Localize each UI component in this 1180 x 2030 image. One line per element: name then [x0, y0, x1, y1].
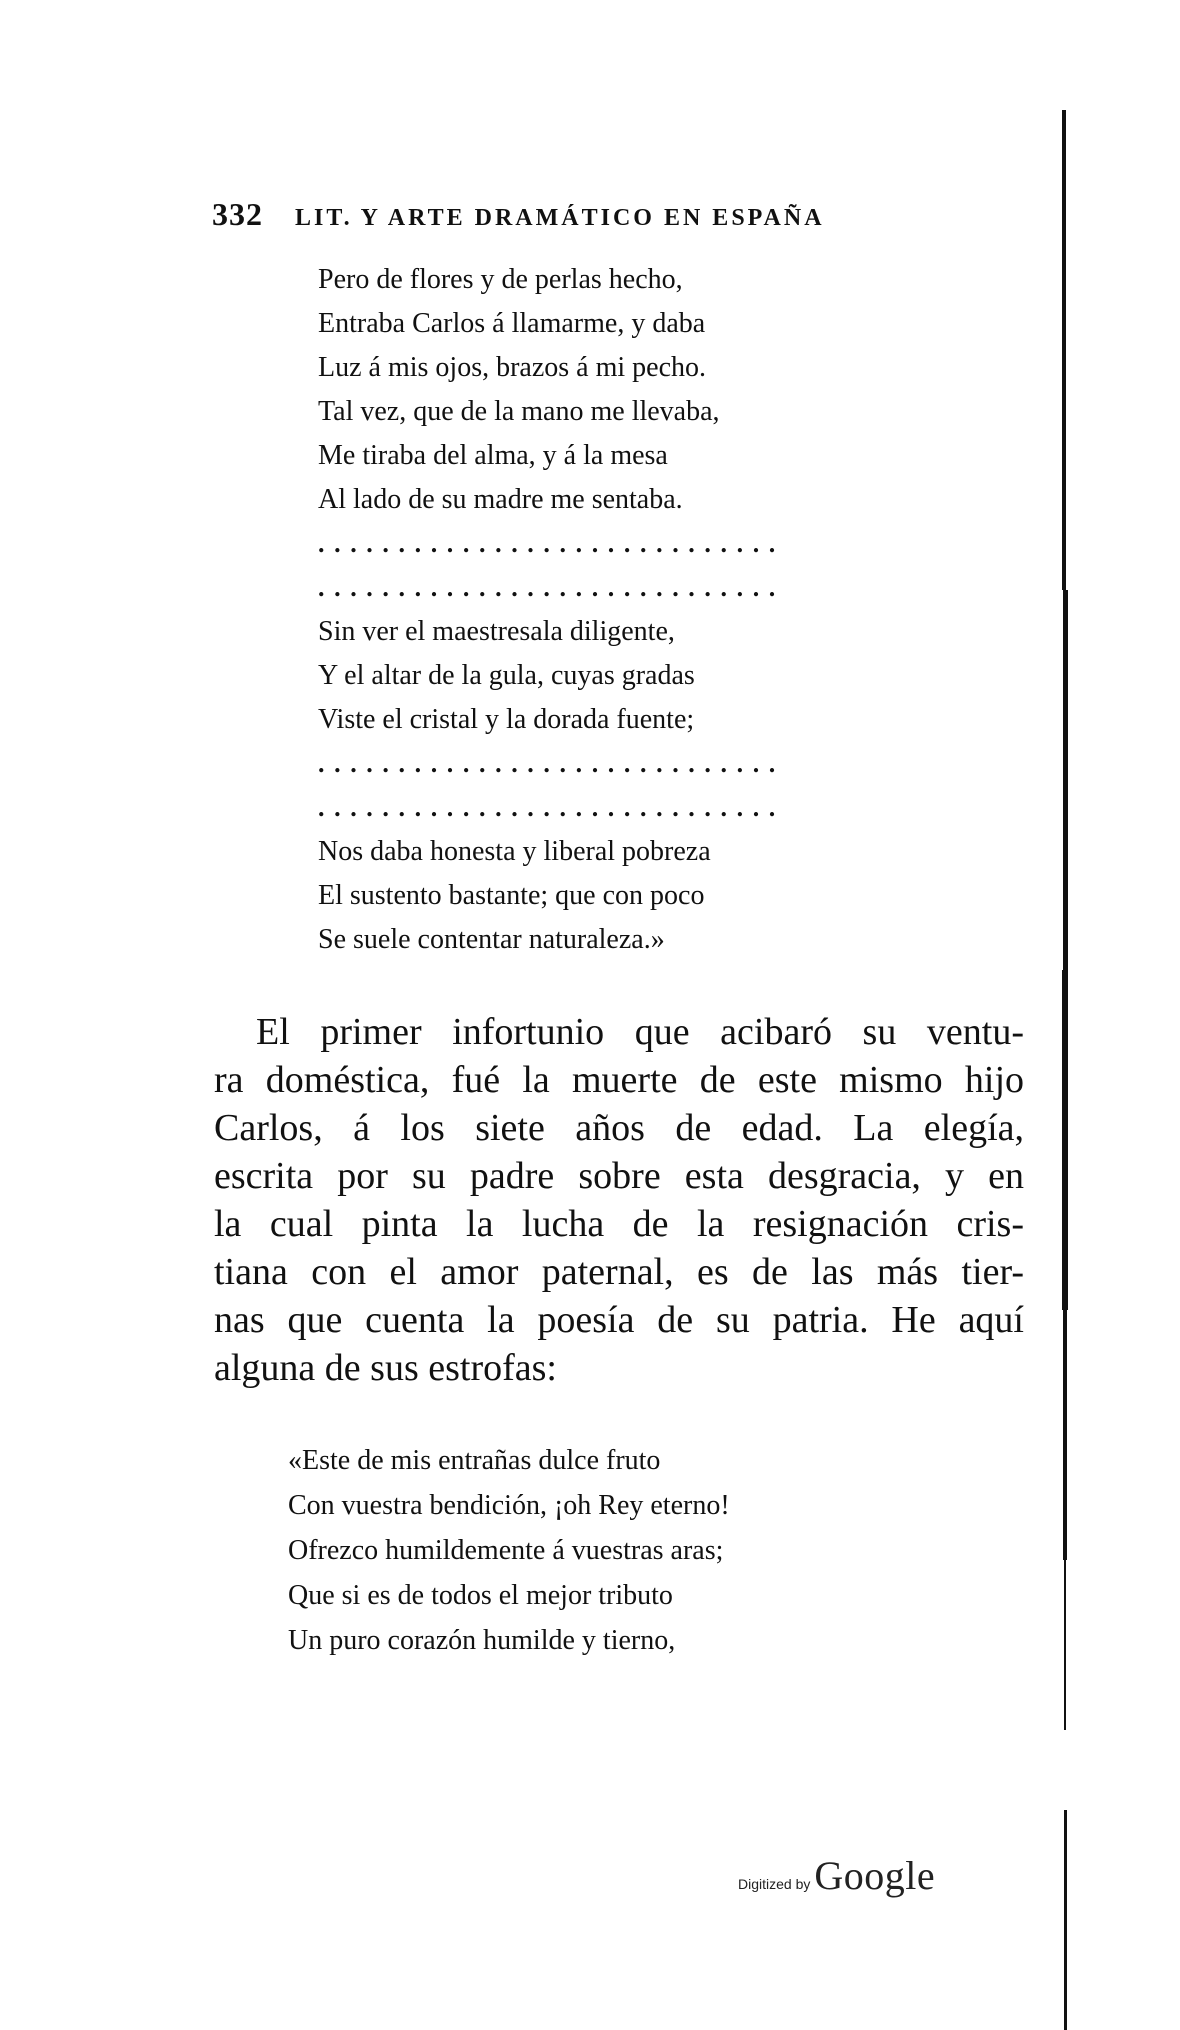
scan-edge-segment	[1063, 590, 1068, 970]
verse-line: Ofrezco humildemente á vuestras aras;	[288, 1535, 724, 1566]
prose-line: escrita por su padre sobre esta desgracia, y en	[214, 1155, 1024, 1197]
verse-line: Tal vez, que de la mano me llevaba,	[318, 396, 720, 427]
verse-line: Sin ver el maestresala diligente,	[318, 616, 675, 647]
ellipsis-line: .............................	[318, 529, 785, 558]
running-title: LIT. Y ARTE DRAMÁTICO EN ESPAÑA	[295, 205, 825, 231]
scan-edge-segment	[1064, 1810, 1067, 2030]
verse-line: Al lado de su madre me sentaba.	[318, 484, 683, 515]
verse-line: El sustento bastante; que con poco	[318, 880, 705, 911]
verse-block-3	[318, 830, 711, 962]
verse-line: Un puro corazón humilde y tierno,	[288, 1625, 676, 1656]
verse-line: Que si es de todos el mejor tributo	[288, 1580, 673, 1611]
ellipsis-line: .............................	[318, 793, 785, 822]
prose-line: Carlos, á los siete años de edad. La elegía,	[214, 1107, 1024, 1149]
verse-line: Pero de flores y de perlas hecho,	[318, 264, 683, 295]
scan-edge-segment	[1063, 1310, 1067, 1560]
scan-edge-artifact	[1060, 110, 1070, 1770]
prose-line: ra doméstica, fué la muerte de este mismo hijo	[214, 1059, 1024, 1101]
prose-line: El primer infortunio que acibaró su ventu-	[256, 1011, 1024, 1053]
verse-line: Me tiraba del alma, y á la mesa	[318, 440, 668, 471]
prose-line: alguna de sus estrofas:	[214, 1347, 557, 1389]
verse-line: Y el altar de la gula, cuyas gradas	[318, 660, 695, 691]
verse-line: Entraba Carlos á llamarme, y daba	[318, 308, 706, 339]
verse-line: Luz á mis ojos, brazos á mi pecho.	[318, 352, 707, 383]
prose-line: nas que cuenta la poesía de su patria. He aquí	[214, 1299, 1024, 1341]
verse-line: «Este de mis entrañas dulce fruto	[288, 1445, 661, 1476]
prose-line: tiana con el amor paternal, es de las más tier-	[214, 1251, 1024, 1293]
verse-block-4	[288, 1438, 730, 1663]
verse-line: Viste el cristal y la dorada fuente;	[318, 704, 695, 735]
watermark-brand: Google	[814, 1853, 936, 1898]
verse-line: Se suele contentar naturaleza.»	[318, 924, 665, 955]
verse-line: Nos daba honesta y liberal pobreza	[318, 836, 711, 867]
verse-line: Con vuestra bendición, ¡oh Rey eterno!	[288, 1490, 730, 1521]
ellipsis-line: .............................	[318, 749, 785, 778]
ellipsis-line: .............................	[318, 573, 785, 602]
watermark-prefix: Digitized by	[738, 1876, 811, 1892]
scan-edge-segment	[1062, 970, 1068, 1310]
page-number: 332	[212, 196, 263, 232]
verse-block-2	[318, 610, 785, 830]
scan-edge-segment	[1064, 1560, 1066, 1730]
scan-edge-segment	[1062, 110, 1066, 590]
prose-paragraph	[214, 1008, 1024, 1392]
running-header	[212, 196, 992, 233]
prose-line: la cual pinta la lucha de la resignación cris-	[214, 1203, 1024, 1245]
verse-block-1	[318, 258, 785, 610]
google-watermark	[738, 1852, 935, 1899]
